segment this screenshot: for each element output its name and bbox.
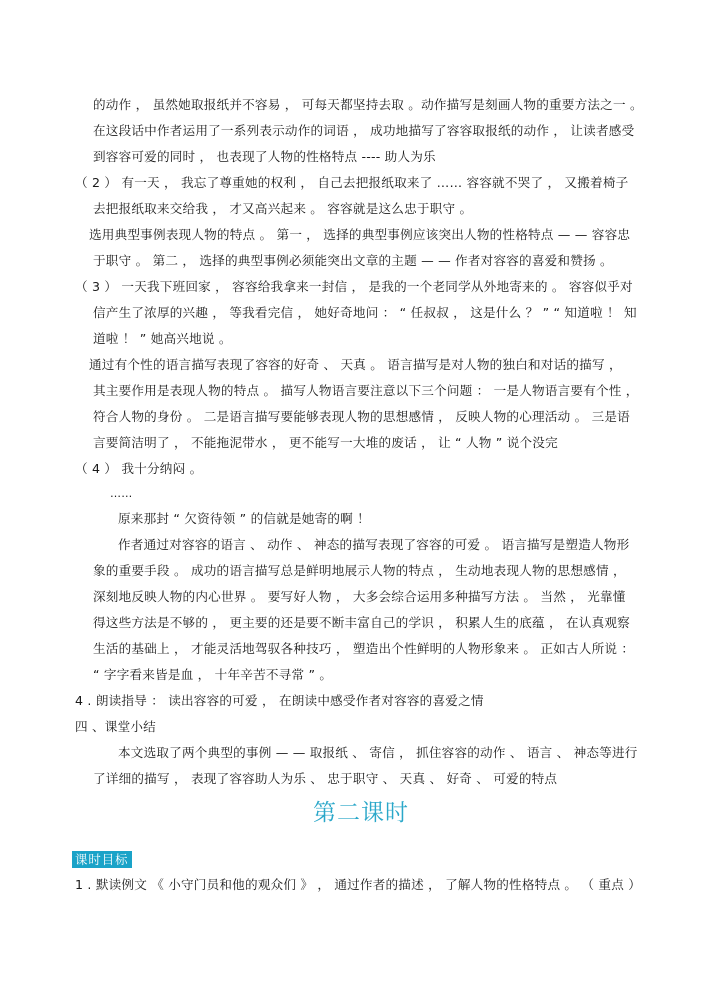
text-line: 得这些方法是不够的 ， 更主要的还是要不断丰富自己的学识 ， 积累人生的底蕴 ， 在认真观察 <box>93 615 630 630</box>
text-line: 符合人物的身份 。 二是语言描写要能够表现人物的思想感情 ， 反映人物的心理活动 。 三是语 <box>93 409 630 424</box>
text-line: 去把报纸取来交给我 ， 才又高兴起来 。 容容就是这么忠于职守 。 <box>93 201 473 216</box>
text-line: “ 字字看来皆是血 ， 十年辛苦不寻常 ” 。 <box>93 667 333 682</box>
text-line: 深刻地反映人物的内心世界 。 要写好人物 ， 大多会综合运用多种描写方法 。 当然 ， 光靠懂 <box>93 589 626 604</box>
ellipsis-line: …… <box>110 487 133 500</box>
text-line: 作者通过对容容的语言 、 动作 、 神态的描写表现了容容的可爱 。 语言描写是塑造人物形 <box>118 537 630 552</box>
text-line: 道啦 ！ ” 她高兴地说 。 <box>93 331 232 346</box>
text-line: 言要简洁明了 ， 不能拖泥带水 ， 更不能写一大堆的废话 ， 让 “ 人物 ” 说个没完 <box>93 435 558 450</box>
text-line: 了详细的描写 ， 表现了容容助人为乐 、 忠于职守 、 天真 、 好奇 、 可爱的特点 <box>93 771 558 786</box>
text-line: 本文选取了两个典型的事例 — — 取报纸 、 寄信 ， 抓住容容的动作 、 语言 、 神态等进行 <box>118 745 638 760</box>
text-line: （ 2 ） 有一天 ， 我忘了尊重她的权利 ， 自己去把报纸取来了 …… 容容就不哭了 ， 又搬着椅子 <box>75 175 629 190</box>
text-line: 到容容可爱的同时 ， 也表现了人物的性格特点 ---- 助人为乐 <box>93 149 436 164</box>
text-line: 选用典型事例表现人物的特点 。 第一 ， 选择的典型事例应该突出人物的性格特点 — — 容容忠 <box>89 227 631 242</box>
text-line: 生活的基础上 ， 才能灵活地驾驭各种技巧 ， 塑造出个性鲜明的人物形象来 。 正如古人所说 ： <box>93 641 635 656</box>
text-line: 于职守 。 第二 ， 选择的典型事例必须能突出文章的主题 — — 作者对容容的喜爱和赞扬 。 <box>93 253 613 268</box>
text-line: 通过有个性的语言描写表现了容容的好奇 、 天真 。 语言描写是对人物的独白和对话的描写 ， <box>89 357 622 372</box>
text-line: （ 4 ） 我十分纳闷 。 <box>75 461 203 476</box>
text-line: 象的重要手段 。 成功的语言描写总是鲜明地展示人物的特点 ， 生动地表现人物的思想感情 ， <box>93 563 626 578</box>
text-line: 4 . 朗读指导 ： 读出容容的可爱 ， 在朗读中感受作者对容容的喜爱之情 <box>75 693 484 708</box>
text-line: 在这段话中作者运用了一系列表示动作的词语 ， 成功地描写了容容取报纸的动作 ， 让读者感受 <box>93 123 635 138</box>
text-line: 的动作 ， 虽然她取报纸并不容易 ， 可每天都坚持去取 。动作描写是刻画人物的重要方法之一 。 <box>93 97 643 112</box>
objectives-tag: 课时目标 <box>72 851 132 868</box>
text-line: 原来那封 “ 欠资待领 ” 的信就是她寄的啊 ！ <box>118 511 370 526</box>
text-line: 信产生了浓厚的兴趣 ， 等我看完信 ， 她好奇地问 ： “ 任叔叔 ， 这是什么 ？ ” “ 知道啦 ！ 知 <box>93 305 637 320</box>
text-line: 其主要作用是表现人物的特点 。 描写人物语言要注意以下三个问题 ： 一是人物语言要有个性 ， <box>93 383 639 398</box>
objective-item: 1 . 默读例文 《 小守门员和他的观众们 》 ， 通过作者的描述 ， 了解人物的性格特点 。 （ 重点 ） <box>75 877 642 892</box>
lesson-title: 第二课时 <box>313 800 409 826</box>
section-heading: 四 、课堂小结 <box>75 719 156 734</box>
text-line: （ 3 ） 一天我下班回家 ， 容容给我拿来一封信 ， 是我的一个老同学从外地寄来的 。 容容似乎对 <box>75 279 633 294</box>
